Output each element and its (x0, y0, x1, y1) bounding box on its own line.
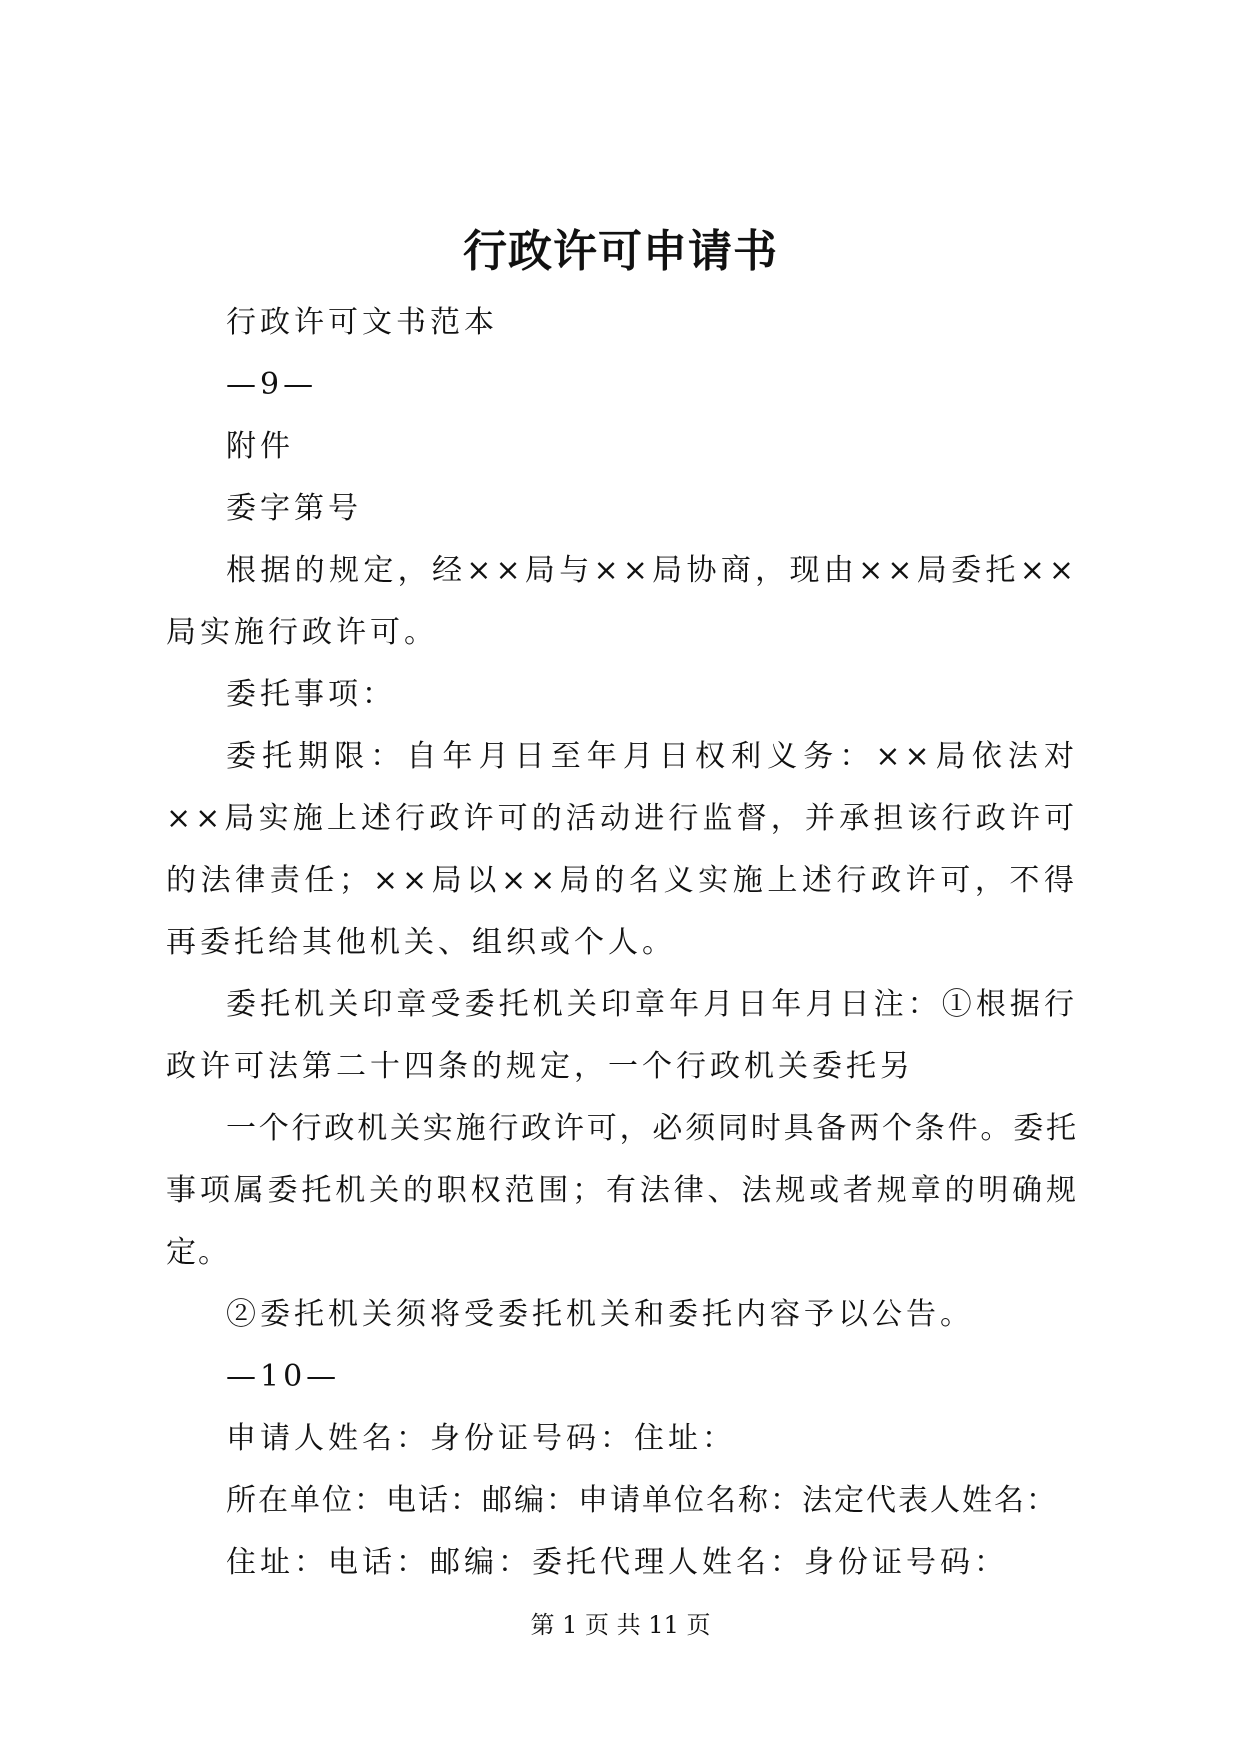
paragraph-term-and-duties: 委托期限：自年月日至年月日权利义务：××局依法对××局实施上述行政许可的活动进行监督，并承担该行政许可的法律责任；××局以××局的名义实施上述行政许可，不得再委托给其他机关、组织或个人。 (166, 739, 1078, 960)
page-marker: —9— (226, 367, 318, 402)
paragraph-entrusted-matters: 委托事项： (226, 677, 396, 712)
document-title: 行政许可申请书 (463, 226, 778, 277)
paragraph-announcement: ②委托机关须将受委托机关和委托内容予以公告。 (226, 1297, 974, 1332)
page-marker: —10— (226, 1359, 341, 1394)
paragraph-seals-and-note: 委托机关印章受委托机关印章年月日年月日注：①根据行政许可法第二十四条的规定，一个行政机关委托另 (166, 987, 1078, 1084)
paragraph-doc-number: 委字第号 (226, 491, 362, 526)
paragraph-unit-fields: 所在单位：电话：邮编：申请单位名称：法定代表人姓名： (226, 1483, 1058, 1518)
paragraph-applicant-fields: 申请人姓名：身份证号码：住址： (226, 1421, 736, 1456)
paragraph-agent-fields: 住址：电话：邮编：委托代理人姓名：身份证号码： (226, 1545, 1008, 1580)
paragraph-basis: 根据的规定，经××局与××局协商，现由××局委托××局实施行政许可。 (166, 553, 1078, 650)
paragraph-attachment: 附件 (226, 429, 294, 464)
paragraph-subtitle: 行政许可文书范本 (226, 305, 498, 340)
paragraph-conditions: 一个行政机关实施行政许可，必须同时具备两个条件。委托事项属委托机关的职权范围；有法律、法规或者规章的明确规定。 (166, 1111, 1078, 1270)
document-body (166, 292, 1078, 1594)
page-footer: 第 1 页 共 11 页 (530, 1611, 711, 1639)
